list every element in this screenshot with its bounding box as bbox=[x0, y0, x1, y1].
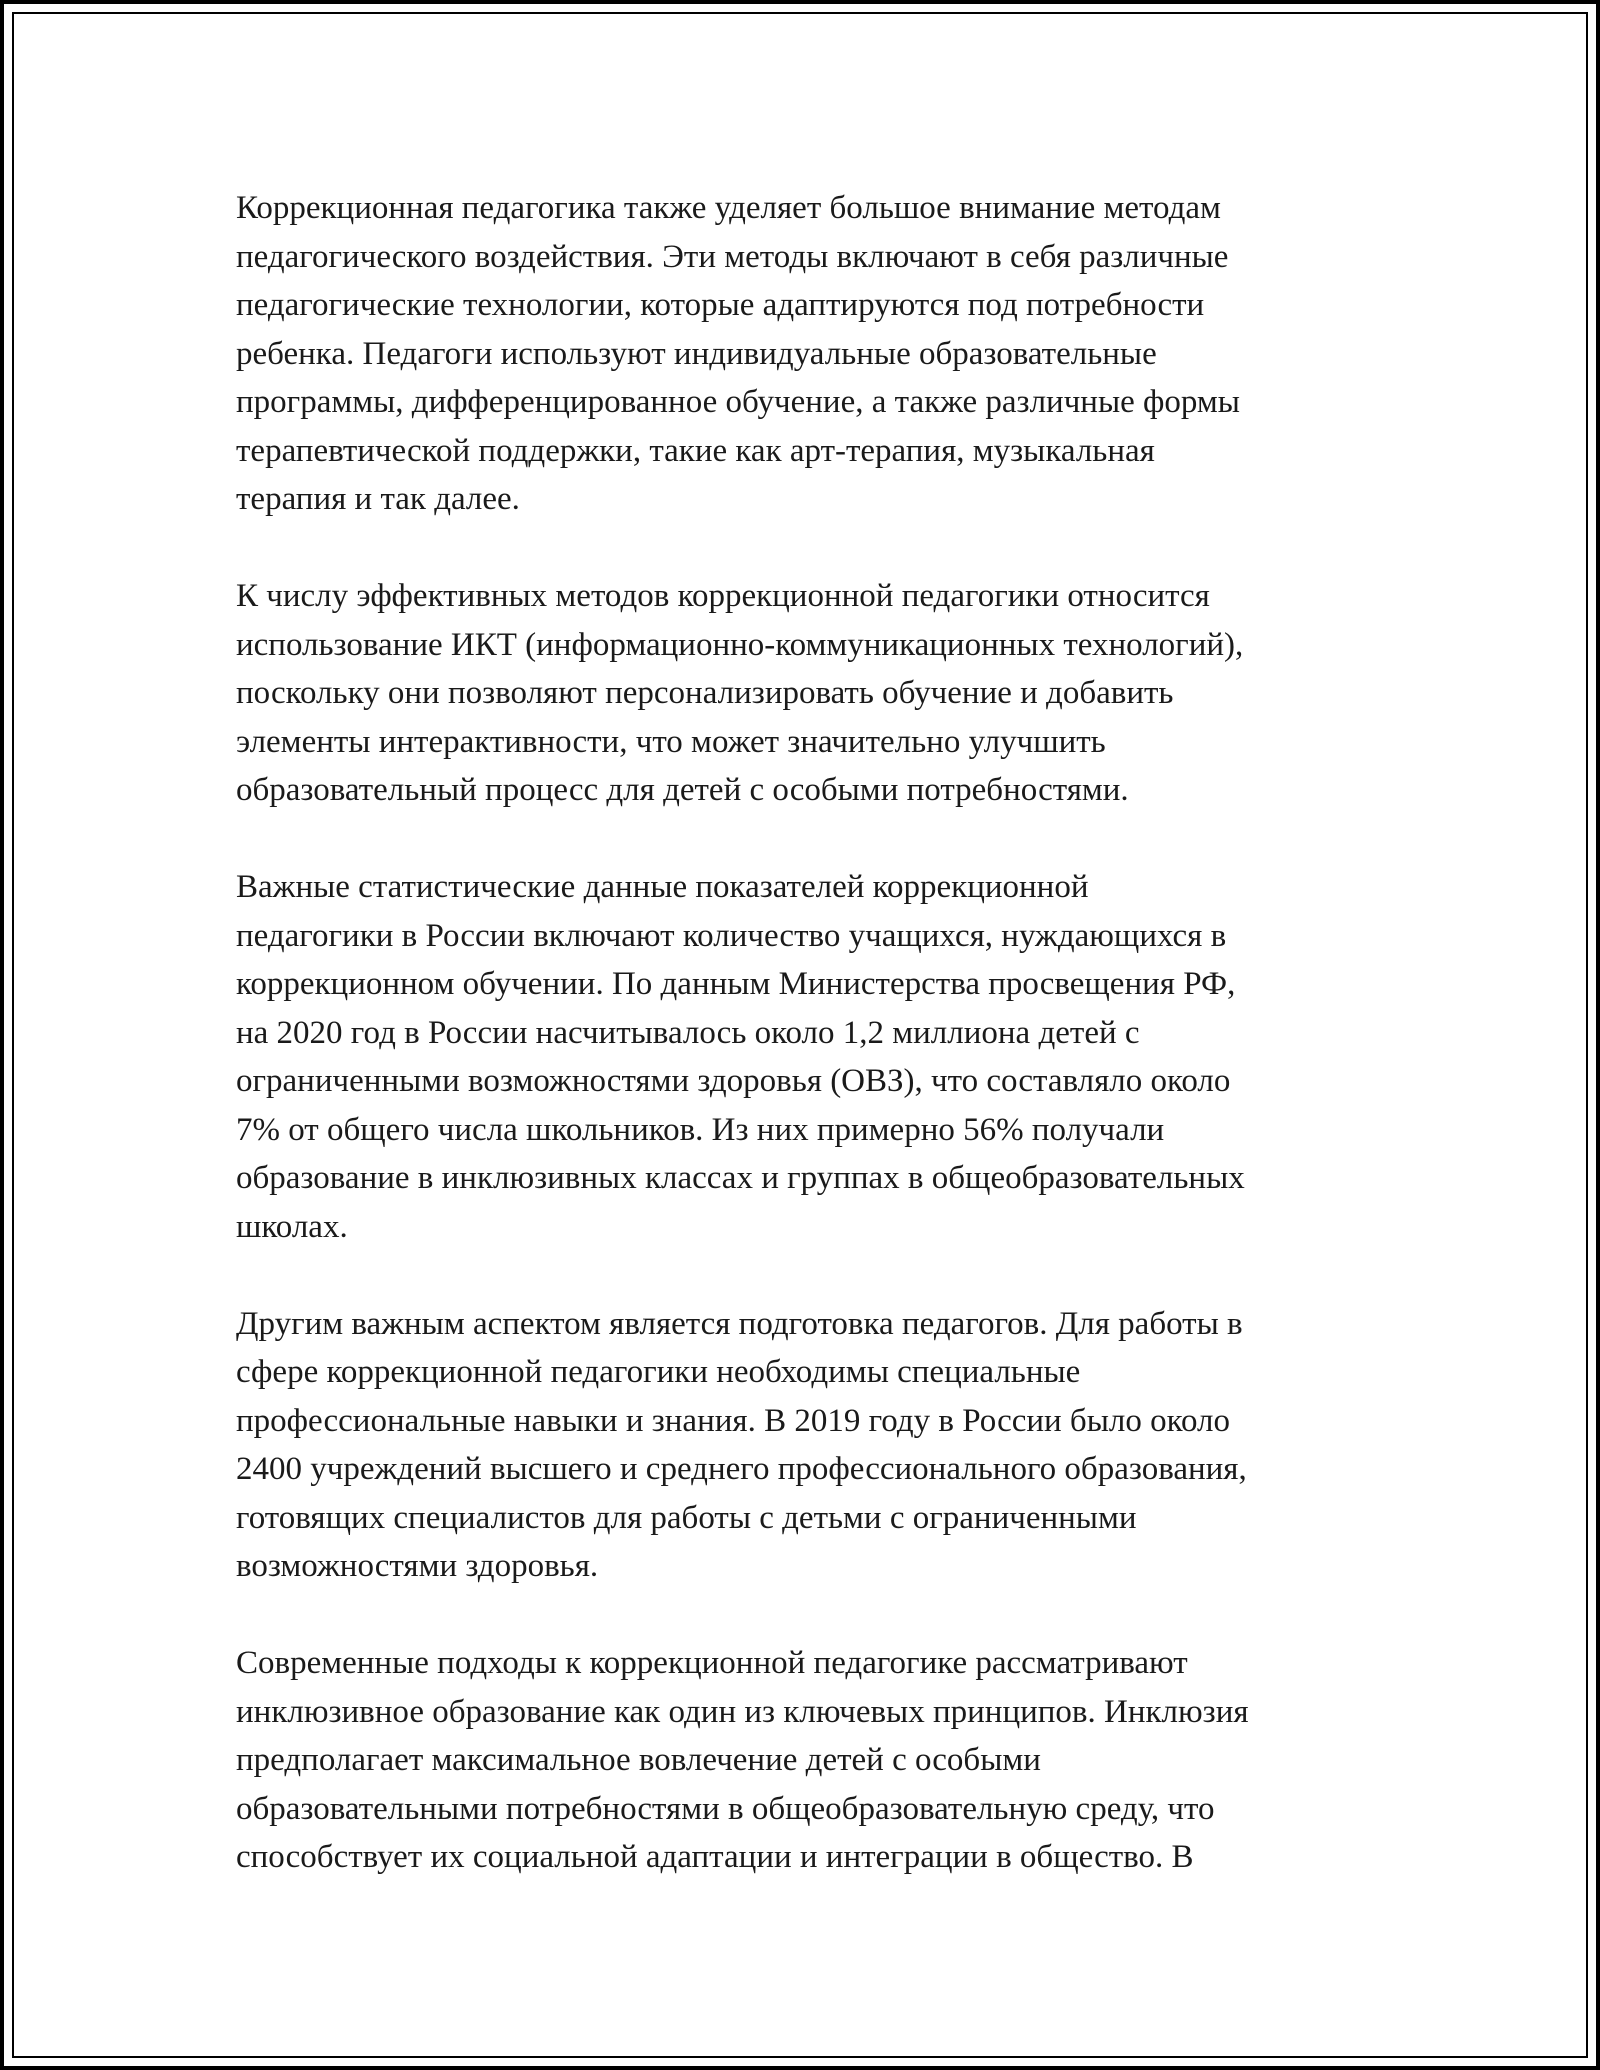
paragraph-teacher-training: Другим важным аспектом является подготовка педагогов. Для работы в сфере коррекционной педагогики необходимы специальные профессиональные навыки и знания. В 2019 году в России было около 2400 учреждений высшего и среднего профессионального образования, готовящих специалистов для работы с детьми с ограниченными возможностями здоровья. bbox=[236, 1305, 1247, 1584]
document-body bbox=[236, 184, 1396, 1930]
paragraph-methods: Коррекционная педагогика также уделяет большое внимание методам педагогического воздействия. Эти методы включают в себя различные педагогические технологии, которые адаптируются под потребности ребенка. Педагоги используют индивидуальные образовательные программы, дифференцированное обучение, а также различные формы терапевтической поддержки, такие как арт-терапия, музыкальная терапия и так далее. bbox=[236, 190, 1240, 517]
paragraph-ict: К числу эффективных методов коррекционной педагогики относится использование ИКТ (информационно-коммуникационных технологий), поскольку они позволяют персонализировать обучение и добавить элементы интерактивности, что может значительно улучшить образовательный процесс для детей с особыми потребностями. bbox=[236, 578, 1244, 808]
paragraph-inclusion: Современные подходы к коррекционной педагогике рассматривают инклюзивное образование как один из ключевых принципов. Инклюзия предполагает максимальное вовлечение детей с особыми образовательными потребностями в общеобразовательную среду, что способствует их социальной адаптации и интеграции в общество. В bbox=[236, 1645, 1249, 1875]
paragraph-statistics: Важные статистические данные показателей коррекционной педагогики в России включают количество учащихся, нуждающихся в коррекционном обучении. По данным Министерства просвещения РФ, на 2020 год в России насчитывалось около 1,2 миллиона детей с ограниченными возможностями здоровья (ОВЗ), что составляло около 7% от общего числа школьников. Из них примерно 56% получали образование в инклюзивных классах и группах в общеобразовательных школах. bbox=[236, 869, 1245, 1245]
